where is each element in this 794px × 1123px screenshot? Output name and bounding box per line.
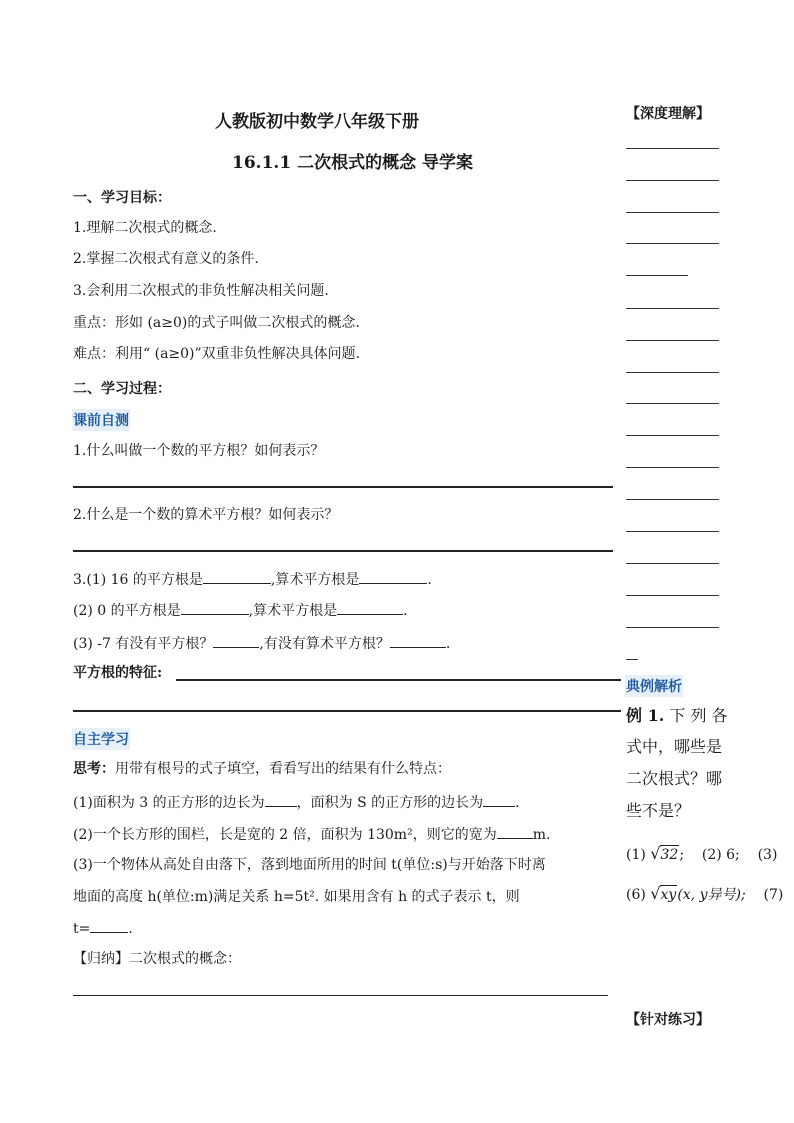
deep-understanding-heading: 【深度理解】	[626, 106, 710, 122]
note-line[interactable]	[626, 243, 719, 244]
difficulty-point: 难点：利用“ (a≥0)”双重非负性解决具体问题.	[73, 346, 361, 362]
note-line[interactable]	[626, 659, 638, 660]
think-item-3-line3: t= .	[73, 918, 133, 938]
example-1-line: 二次根式？哪	[626, 769, 723, 788]
objective-item: 1.理解二次根式的概念.	[73, 220, 217, 236]
answer-line[interactable]	[73, 486, 613, 488]
note-line[interactable]	[626, 595, 719, 596]
blank[interactable]	[337, 600, 403, 615]
note-line[interactable]	[626, 212, 719, 213]
self-study-tag: 自主学习	[72, 728, 130, 750]
blank[interactable]	[213, 633, 259, 648]
objective-item: 3.会利用二次根式的非负性解决相关问题.	[73, 283, 329, 299]
note-line[interactable]	[626, 531, 719, 532]
process-heading: 二、学习过程：	[73, 381, 171, 397]
question-1: 1.什么叫做一个数的平方根？如何表示？	[73, 443, 325, 459]
summary-label: 【归纳】二次根式的概念：	[73, 951, 241, 967]
question-3-3: (3) -7 有没有平方根？ ,有没有算术平方根？ .	[73, 633, 450, 653]
lesson-title: 16.1.1 二次根式的概念 导学案	[232, 153, 473, 173]
example-1-line: 例 1. 下 列 各	[626, 706, 728, 725]
page-title: 人教版初中数学八年级下册	[215, 112, 419, 132]
answer-line[interactable]	[176, 679, 621, 681]
think-item-2: (2)一个长方形的围栏，长是宽的 2 倍，面积为 130m²，则它的宽为 m.	[73, 824, 550, 844]
note-line[interactable]	[626, 403, 719, 404]
blank[interactable]	[497, 824, 533, 839]
question-2: 2.什么是一个数的算术平方根？如何表示？	[73, 507, 339, 523]
answer-line[interactable]	[73, 550, 613, 552]
blank[interactable]	[483, 792, 515, 807]
answer-line[interactable]	[73, 995, 608, 996]
practice-heading: 【针对练习】	[626, 1012, 710, 1028]
note-line[interactable]	[626, 372, 719, 373]
example-options-row1: (1) √32; (2) 6; (3)	[626, 845, 778, 863]
note-line[interactable]	[626, 308, 719, 309]
example-1-line: 式中，哪些是	[626, 737, 723, 756]
example-options-row2: (6) √xy(x, y异号); (7)	[626, 885, 784, 903]
note-line[interactable]	[626, 340, 719, 341]
example-1-line: 些不是？	[626, 801, 691, 820]
objectives-heading: 一、学习目标：	[73, 190, 171, 206]
blank[interactable]	[90, 918, 128, 933]
key-point: 重点：形如 (a≥0)的式子叫做二次根式的概念.	[73, 315, 360, 331]
blank[interactable]	[203, 569, 271, 584]
note-line[interactable]	[626, 627, 719, 628]
example-tag: 典例解析	[625, 675, 683, 697]
think-item-3-line1: (3)一个物体从高处自由落下，落到地面所用的时间 t(单位:s)与开始落下时离	[73, 857, 546, 873]
blank[interactable]	[181, 600, 249, 615]
question-3-1: 3.(1) 16 的平方根是 ,算术平方根是 .	[73, 569, 432, 589]
note-line[interactable]	[626, 467, 719, 468]
think-item-1: (1)面积为 3 的正方形的边长为 ，面积为 S 的正方形的边长为 .	[73, 792, 520, 812]
note-line[interactable]	[626, 275, 688, 276]
think-item-3-line2: 地面的高度 h(单位:m)满足关系 h=5t². 如果用含有 h 的式子表示 t，则	[73, 889, 520, 905]
blank[interactable]	[265, 792, 297, 807]
objective-item: 2.掌握二次根式有意义的条件.	[73, 251, 259, 267]
blank[interactable]	[390, 633, 446, 648]
note-line[interactable]	[626, 148, 719, 149]
answer-line[interactable]	[73, 710, 621, 712]
blank[interactable]	[359, 569, 427, 584]
note-line[interactable]	[626, 499, 719, 500]
note-line[interactable]	[626, 435, 719, 436]
feature-label: 平方根的特征:	[73, 665, 163, 681]
think-prompt: 思考：用带有根号的式子填空，看看写出的结果有什么特点：	[73, 761, 451, 777]
note-line[interactable]	[626, 180, 719, 181]
pre-test-tag: 课前自测	[72, 409, 130, 431]
note-line[interactable]	[626, 563, 719, 564]
question-3-2: (2) 0 的平方根是 ,算术平方根是 .	[73, 600, 408, 620]
